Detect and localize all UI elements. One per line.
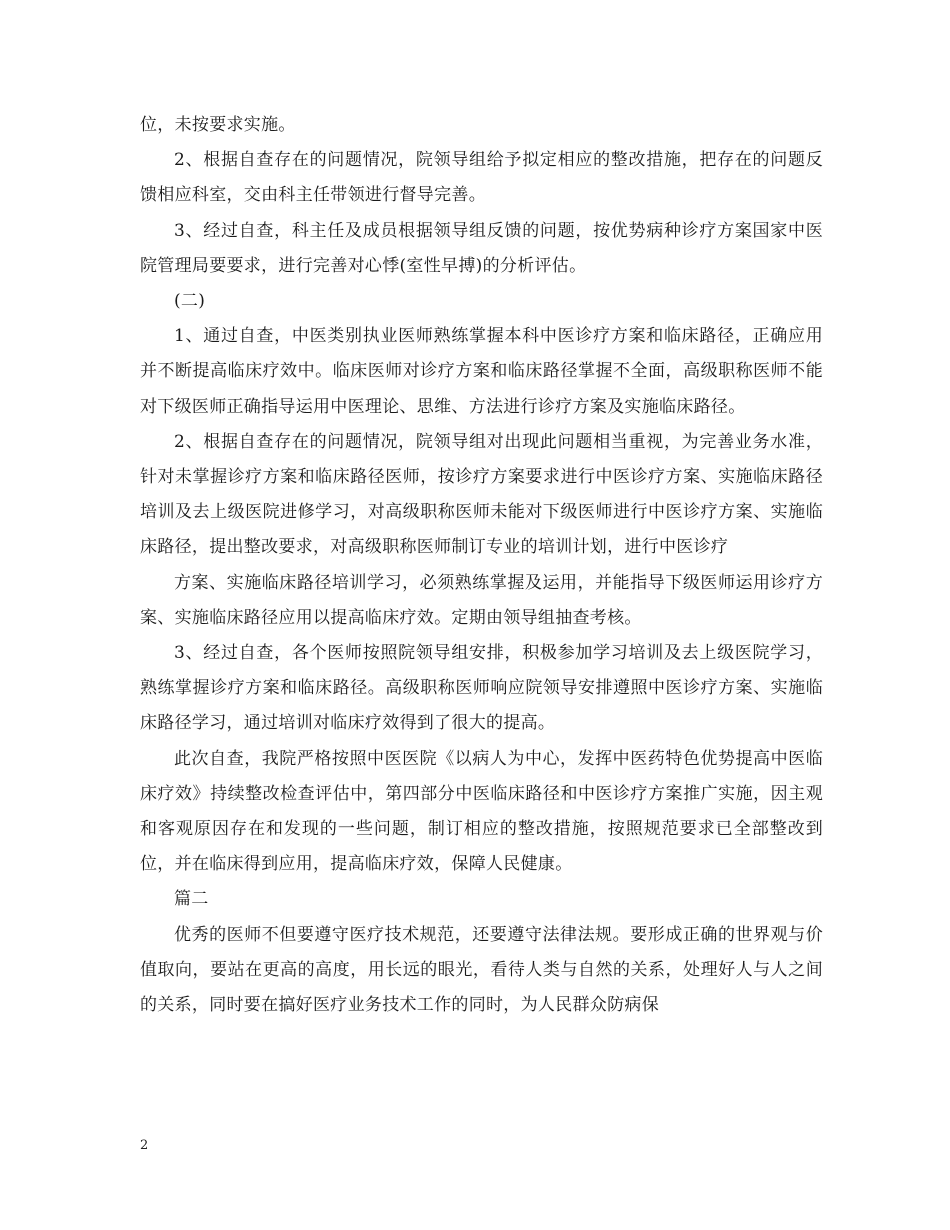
paragraph-1: 位，未按要求实施。 — [140, 115, 296, 135]
paragraph-5: 2、根据自查存在的问题情况，院领导组对出现此问题相当重视，为完善业务水准，针对未掌握诊疗方案和临床路径医师，按诊疗方案要求进行中医诊疗方案、实施临床路径培训及去上级医院进修学习，对高级职称医师未能对下级医师进行中医诊疗方案、实施临床路径，提出整改要求，对高级职称医师制订专业的培训计划，进行中医诊疗 — [140, 431, 823, 558]
chapter-heading: 篇二 — [174, 889, 209, 910]
document-body — [140, 108, 823, 1023]
page-number: 2 — [140, 1138, 149, 1153]
paragraph-3: 3、经过自查，科主任及成员根据领导组反馈的问题，按优势病种诊疗方案国家中医院管理局要要求，进行完善对心悸(室性早搏)的分析评估。 — [140, 220, 823, 276]
paragraph-4: 1、通过自查，中医类别执业医师熟练掌握本科中医诊疗方案和临床路径，正确应用并不断提高临床疗效中。临床医师对诊疗方案和临床路径掌握不全面，高级职称医师不能对下级医师正确指导运用中医理论、思维、方法进行诊疗方案及实施临床路径。 — [140, 326, 823, 417]
paragraph-8: 此次自查，我院严格按照中医医院《以病人为中心，发挥中医药特色优势提高中医临床疗效》持续整改检查评估中，第四部分中医临床路径和中医诊疗方案推广实施，因主观和客观原因存在和发现的一些问题，制订相应的整改措施，按照规范要求已全部整改到位，并在临床得到应用，提高临床疗效，保障人民健康。 — [140, 748, 823, 875]
paragraph-2: 2、根据自查存在的问题情况，院领导组给予拟定相应的整改措施，把存在的问题反馈相应科室，交由科主任带领进行督导完善。 — [140, 150, 823, 206]
paragraph-9: 优秀的医师不但要遵守医疗技术规范，还要遵守法律法规。要形成正确的世界观与价值取向，要站在更高的高度，用长远的眼光，看待人类与自然的关系，处理好人与人之间的关系，同时要在搞好医疗业务技术工作的同时，为人民群众防病保 — [140, 924, 823, 1016]
paragraph-6: 方案、实施临床路径培训学习，必须熟练掌握及运用，并能指导下级医师运用诊疗方案、实施临床路径应用以提高临床疗效。定期由领导组抽查考核。 — [140, 572, 823, 628]
section-heading: (二) — [174, 291, 206, 312]
paragraph-7: 3、经过自查，各个医师按照院领导组安排，积极参加学习培训及去上级医院学习，熟练掌握诊疗方案和临床路径。高级职称医师响应院领导安排遵照中医诊疗方案、实施临床路径学习，通过培训对临床疗效得到了很大的提高。 — [140, 643, 823, 734]
